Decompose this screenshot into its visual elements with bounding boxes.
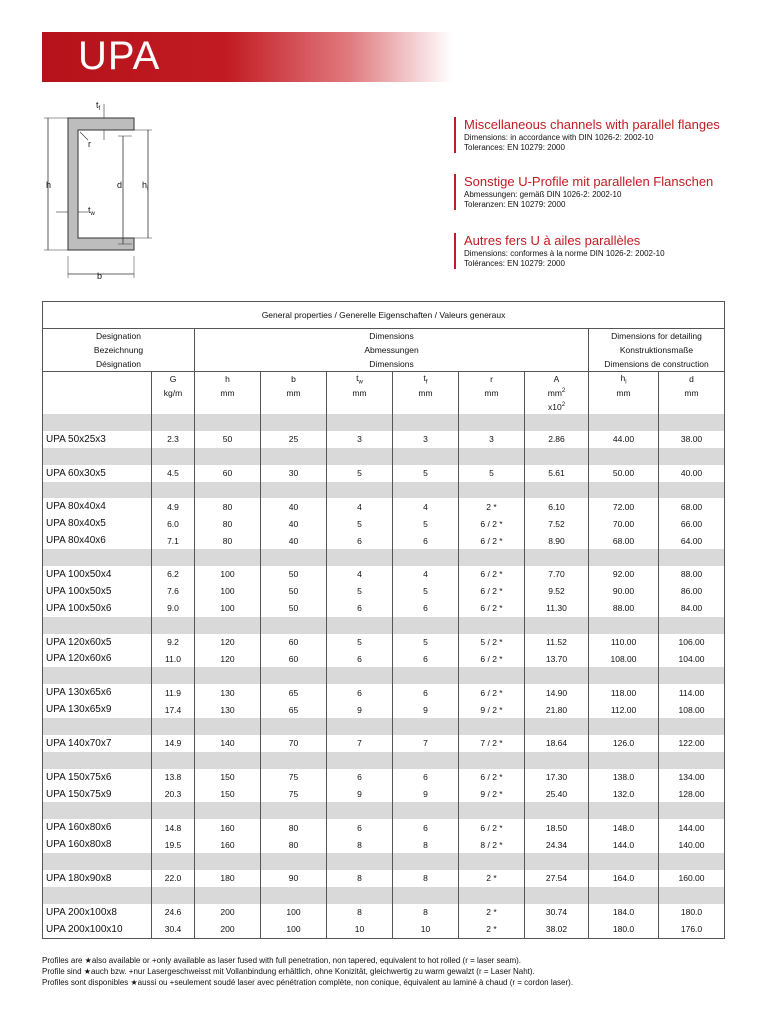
table-row	[43, 870, 725, 887]
cell-hi: 68.00	[589, 532, 659, 549]
table-row	[43, 819, 725, 836]
cell-A: 21.80	[525, 701, 589, 718]
description-heading: Sonstige U-Profile mit parallelen Flanschen	[464, 174, 714, 189]
cell-d: 66.00	[659, 515, 725, 532]
cell-b: 80	[261, 836, 327, 853]
cell-b: 90	[261, 870, 327, 887]
cell-b: 75	[261, 769, 327, 786]
cell-d: 40.00	[659, 465, 725, 482]
general-header-row	[43, 302, 725, 329]
spacer-row	[43, 718, 725, 735]
cell-G: 6.0	[152, 515, 195, 532]
cell-h: 180	[195, 870, 261, 887]
spacer-row	[43, 667, 725, 684]
description-tolerances: Tolérances: EN 10279: 2000	[464, 259, 565, 268]
cell-G: 4.9	[152, 498, 195, 515]
general-properties-heading: General properties / Generelle Eigenschaften / Valeurs generaux	[43, 302, 725, 329]
unit-G: kg/m	[152, 386, 195, 400]
cell-tw: 5	[327, 465, 393, 482]
cell-hi: 72.00	[589, 498, 659, 515]
col-d: d	[659, 372, 725, 387]
cell-h: 60	[195, 465, 261, 482]
cell-G: 14.8	[152, 819, 195, 836]
cell-des: UPA 60x30x5	[43, 465, 152, 482]
cell-A: 7.70	[525, 566, 589, 583]
designation-heading-de: Bezeichnung	[43, 343, 195, 357]
cell-hi: 44.00	[589, 431, 659, 448]
cell-tw: 9	[327, 786, 393, 803]
cell-A: 24.34	[525, 836, 589, 853]
cell-hi: 110.00	[589, 634, 659, 651]
cell-des: UPA 130x65x6	[43, 684, 152, 701]
table-row	[43, 650, 725, 667]
cell-des: UPA 100x50x6	[43, 600, 152, 617]
description-dimensions: Dimensions: in accordance with DIN 1026-2: 2002-10	[464, 133, 654, 142]
col-G: G	[152, 372, 195, 387]
spacer-row	[43, 482, 725, 499]
cell-h: 100	[195, 600, 261, 617]
cell-tf: 6	[393, 819, 459, 836]
cell-hi: 126.0	[589, 735, 659, 752]
unit-h: mm	[195, 386, 261, 400]
cell-tw: 6	[327, 684, 393, 701]
cell-A: 6.10	[525, 498, 589, 515]
cell-r: 9 / 2 *	[459, 786, 525, 803]
A-multiplier: $x10^2$	[525, 400, 589, 414]
cell-tw: 4	[327, 566, 393, 583]
cell-tw: 6	[327, 532, 393, 549]
cell-hi: 118.00	[589, 684, 659, 701]
table-row	[43, 583, 725, 600]
cell-G: 6.2	[152, 566, 195, 583]
cell-A: 5.61	[525, 465, 589, 482]
cell-G: 11.0	[152, 650, 195, 667]
cell-b: 25	[261, 431, 327, 448]
cell-h: 80	[195, 515, 261, 532]
cell-A: 9.52	[525, 583, 589, 600]
table-row	[43, 634, 725, 651]
cell-tw: 5	[327, 634, 393, 651]
spacer-row	[43, 887, 725, 904]
table-row	[43, 769, 725, 786]
cell-A: 7.52	[525, 515, 589, 532]
cell-A: 38.02	[525, 921, 589, 938]
cell-d: 104.00	[659, 650, 725, 667]
cell-tf: 6	[393, 532, 459, 549]
cell-G: 9.2	[152, 634, 195, 651]
cell-A: 13.70	[525, 650, 589, 667]
cell-b: 65	[261, 701, 327, 718]
cell-r: 7 / 2 *	[459, 735, 525, 752]
cell-r: 5 / 2 *	[459, 634, 525, 651]
cell-h: 120	[195, 650, 261, 667]
cell-h: 150	[195, 769, 261, 786]
cell-hi: 138.0	[589, 769, 659, 786]
cell-h: 100	[195, 583, 261, 600]
cell-d: 68.00	[659, 498, 725, 515]
cell-b: 60	[261, 634, 327, 651]
table-row	[43, 498, 725, 515]
cell-A: 14.90	[525, 684, 589, 701]
spacer-row	[43, 617, 725, 634]
cell-hi: 70.00	[589, 515, 659, 532]
cell-G: 2.3	[152, 431, 195, 448]
cell-r: 9 / 2 *	[459, 701, 525, 718]
cell-G: 7.6	[152, 583, 195, 600]
cell-h: 150	[195, 786, 261, 803]
detailing-heading-en: Dimensions for detailing	[589, 329, 725, 344]
cell-des: UPA 200x100x10	[43, 921, 152, 938]
col-h: h	[195, 372, 261, 387]
cell-b: 50	[261, 600, 327, 617]
cell-des: UPA 80x40x5	[43, 515, 152, 532]
cell-A: 27.54	[525, 870, 589, 887]
cell-G: 30.4	[152, 921, 195, 938]
table-row	[43, 515, 725, 532]
designation-heading-fr: Désignation	[43, 357, 195, 372]
cell-b: 65	[261, 684, 327, 701]
cell-r: 6 / 2 *	[459, 684, 525, 701]
cell-d: 108.00	[659, 701, 725, 718]
description-german	[454, 174, 764, 210]
cell-tf: 8	[393, 904, 459, 921]
cell-des: UPA 150x75x9	[43, 786, 152, 803]
cell-tf: 8	[393, 836, 459, 853]
table-row	[43, 786, 725, 803]
cell-hi: 92.00	[589, 566, 659, 583]
cell-d: 84.00	[659, 600, 725, 617]
properties-table	[42, 301, 725, 939]
tf-label: $t_f$	[96, 100, 101, 112]
cell-G: 20.3	[152, 786, 195, 803]
cell-tf: 8	[393, 870, 459, 887]
col-tw: $t_w$	[327, 372, 393, 387]
footnote-de: Profile sind ★auch bzw. +nur Lasergeschweisst mit Vollanbindung erhältlich, ohne Konizität, gleichwertig zu warm gewalzt (r = Laser Naht).	[42, 967, 535, 976]
cell-tw: 8	[327, 904, 393, 921]
cell-d: 180.0	[659, 904, 725, 921]
cell-tf: 3	[393, 431, 459, 448]
table-row	[43, 566, 725, 583]
cell-h: 80	[195, 532, 261, 549]
cell-tw: 6	[327, 819, 393, 836]
cell-des: UPA 160x80x8	[43, 836, 152, 853]
cell-hi: 132.0	[589, 786, 659, 803]
cell-r: 5	[459, 465, 525, 482]
cell-des: UPA 180x90x8	[43, 870, 152, 887]
spacer-row	[43, 752, 725, 769]
cell-des: UPA 160x80x6	[43, 819, 152, 836]
cell-tw: 3	[327, 431, 393, 448]
unit-d: mm	[659, 386, 725, 400]
description-dimensions: Abmessungen: gemäß DIN 1026-2: 2002-10	[464, 190, 622, 199]
designation-heading-en: Designation	[43, 329, 195, 344]
cell-d: 134.00	[659, 769, 725, 786]
cell-b: 40	[261, 515, 327, 532]
unit-tf: mm	[393, 386, 459, 400]
description-tolerances: Toleranzen: EN 10279: 2000	[464, 200, 566, 209]
description-dimensions: Dimensions: conformes à la norme DIN 1026-2: 2002-10	[464, 249, 665, 258]
cell-G: 4.5	[152, 465, 195, 482]
column-symbols-row	[43, 372, 725, 387]
dimensions-heading-en: Dimensions	[195, 329, 589, 344]
cell-des: UPA 120x60x5	[43, 634, 152, 651]
cell-A: 2.86	[525, 431, 589, 448]
spacer-row	[43, 448, 725, 465]
cell-b: 100	[261, 921, 327, 938]
cell-tw: 8	[327, 870, 393, 887]
r-label: r	[88, 139, 91, 149]
cell-d: 160.00	[659, 870, 725, 887]
detailing-heading-fr: Dimensions de construction	[589, 357, 725, 372]
cell-G: 11.9	[152, 684, 195, 701]
cell-des: UPA 100x50x5	[43, 583, 152, 600]
cell-tw: 5	[327, 515, 393, 532]
cell-h: 200	[195, 904, 261, 921]
cell-d: 144.00	[659, 819, 725, 836]
spacer-row	[43, 853, 725, 870]
title-banner	[42, 32, 452, 82]
cell-G: 24.6	[152, 904, 195, 921]
col-tf: $t_f$	[393, 372, 459, 387]
cell-d: 122.00	[659, 735, 725, 752]
cell-G: 22.0	[152, 870, 195, 887]
cell-des: UPA 80x40x4	[43, 498, 152, 515]
cell-d: 106.00	[659, 634, 725, 651]
cell-h: 130	[195, 701, 261, 718]
cell-b: 80	[261, 819, 327, 836]
cell-d: 86.00	[659, 583, 725, 600]
cell-tw: 9	[327, 701, 393, 718]
cell-G: 14.9	[152, 735, 195, 752]
cell-tw: 6	[327, 769, 393, 786]
cell-d: 140.00	[659, 836, 725, 853]
cell-tf: 10	[393, 921, 459, 938]
cell-b: 70	[261, 735, 327, 752]
unit-A: $mm^2$	[525, 386, 589, 400]
cell-G: 7.1	[152, 532, 195, 549]
cell-des: UPA 50x25x3	[43, 431, 152, 448]
cell-d: 114.00	[659, 684, 725, 701]
b-label: b	[97, 271, 103, 281]
cell-tw: 5	[327, 583, 393, 600]
cell-tw: 10	[327, 921, 393, 938]
col-A: A	[525, 372, 589, 387]
cell-tf: 6	[393, 684, 459, 701]
cell-hi: 184.0	[589, 904, 659, 921]
column-multiplier-row	[43, 400, 725, 414]
dimensions-heading-de: Abmessungen	[195, 343, 589, 357]
table-row	[43, 465, 725, 482]
cell-A: 18.50	[525, 819, 589, 836]
cell-h: 80	[195, 498, 261, 515]
cell-d: 64.00	[659, 532, 725, 549]
cell-r: 6 / 2 *	[459, 566, 525, 583]
cell-hi: 50.00	[589, 465, 659, 482]
cell-tf: 5	[393, 515, 459, 532]
cell-b: 100	[261, 904, 327, 921]
cell-r: 6 / 2 *	[459, 819, 525, 836]
cell-d: 88.00	[659, 566, 725, 583]
table-row	[43, 836, 725, 853]
cell-des: UPA 100x50x4	[43, 566, 152, 583]
cell-d: 128.00	[659, 786, 725, 803]
unit-r: mm	[459, 386, 525, 400]
cell-r: 2 *	[459, 921, 525, 938]
cell-h: 140	[195, 735, 261, 752]
cell-A: 30.74	[525, 904, 589, 921]
spacer-row	[43, 802, 725, 819]
cell-tf: 5	[393, 465, 459, 482]
cell-r: 2 *	[459, 498, 525, 515]
cell-h: 200	[195, 921, 261, 938]
cell-hi: 148.0	[589, 819, 659, 836]
cell-G: 9.0	[152, 600, 195, 617]
cell-des: UPA 200x100x8	[43, 904, 152, 921]
cell-b: 50	[261, 566, 327, 583]
cell-r: 8 / 2 *	[459, 836, 525, 853]
cell-h: 160	[195, 819, 261, 836]
description-heading: Autres fers U à ailes parallèles	[464, 233, 641, 248]
cell-b: 40	[261, 532, 327, 549]
unit-tw: mm	[327, 386, 393, 400]
d-label: d	[117, 180, 123, 190]
footnote-en: Profiles are ★also available or +only available as laser fused with full penetration, non tapered, equivalent to hot rolled (r = laser seam).	[42, 956, 521, 965]
cell-G: 17.4	[152, 701, 195, 718]
channel-section-drawing	[38, 96, 168, 286]
channel-section-diagram	[38, 96, 168, 286]
table-row	[43, 532, 725, 549]
cell-A: 11.30	[525, 600, 589, 617]
hi-label: $h_i$	[142, 180, 149, 192]
cell-tf: 5	[393, 634, 459, 651]
cell-h: 130	[195, 684, 261, 701]
col-b: b	[261, 372, 327, 387]
cell-tf: 9	[393, 701, 459, 718]
cell-d: 176.0	[659, 921, 725, 938]
description-french	[454, 233, 764, 269]
footnotes	[42, 955, 742, 988]
cell-des: UPA 80x40x6	[43, 532, 152, 549]
cell-tf: 4	[393, 566, 459, 583]
table-row	[43, 701, 725, 718]
cell-hi: 112.00	[589, 701, 659, 718]
table-row	[43, 600, 725, 617]
cell-G: 19.5	[152, 836, 195, 853]
cell-h: 50	[195, 431, 261, 448]
cell-tw: 7	[327, 735, 393, 752]
cell-r: 6 / 2 *	[459, 650, 525, 667]
footnote-fr: Profiles sont disponibles ★aussi ou +seulement soudé laser avec pénétration complète, non conique, équivalent au laminé à chaud (r = cordon laser).	[42, 978, 574, 987]
cell-tf: 7	[393, 735, 459, 752]
cell-d: 38.00	[659, 431, 725, 448]
cell-r: 6 / 2 *	[459, 515, 525, 532]
cell-G: 13.8	[152, 769, 195, 786]
cell-b: 75	[261, 786, 327, 803]
cell-des: UPA 120x60x6	[43, 650, 152, 667]
description-tolerances: Tolerances: EN 10279: 2000	[464, 143, 565, 152]
cell-tf: 6	[393, 769, 459, 786]
cell-hi: 108.00	[589, 650, 659, 667]
table-row	[43, 921, 725, 938]
cell-h: 120	[195, 634, 261, 651]
spacer-row	[43, 414, 725, 431]
cell-hi: 88.00	[589, 600, 659, 617]
cell-des: UPA 150x75x6	[43, 769, 152, 786]
table-row	[43, 684, 725, 701]
cell-r: 2 *	[459, 904, 525, 921]
cell-tw: 6	[327, 600, 393, 617]
detailing-heading-de: Konstruktionsmaße	[589, 343, 725, 357]
cell-A: 8.90	[525, 532, 589, 549]
cell-A: 17.30	[525, 769, 589, 786]
cell-b: 50	[261, 583, 327, 600]
cell-hi: 90.00	[589, 583, 659, 600]
cell-h: 160	[195, 836, 261, 853]
cell-r: 2 *	[459, 870, 525, 887]
tw-label: $t_w$	[88, 205, 95, 217]
cell-tf: 6	[393, 600, 459, 617]
cell-A: 25.40	[525, 786, 589, 803]
cell-tf: 5	[393, 583, 459, 600]
cell-tf: 6	[393, 650, 459, 667]
cell-b: 40	[261, 498, 327, 515]
cell-r: 3	[459, 431, 525, 448]
cell-tw: 8	[327, 836, 393, 853]
cell-r: 6 / 2 *	[459, 532, 525, 549]
cell-h: 100	[195, 566, 261, 583]
col-r: r	[459, 372, 525, 387]
cell-tw: 4	[327, 498, 393, 515]
cell-b: 30	[261, 465, 327, 482]
cell-hi: 144.0	[589, 836, 659, 853]
table-row	[43, 904, 725, 921]
h-label: h	[46, 180, 52, 190]
unit-hi: mm	[589, 386, 659, 400]
cell-des: UPA 140x70x7	[43, 735, 152, 752]
cell-tf: 4	[393, 498, 459, 515]
cell-r: 6 / 2 *	[459, 600, 525, 617]
description-heading: Miscellaneous channels with parallel flanges	[464, 117, 720, 132]
column-units-row	[43, 386, 725, 400]
cell-tf: 9	[393, 786, 459, 803]
cell-hi: 164.0	[589, 870, 659, 887]
spacer-row	[43, 549, 725, 566]
cell-A: 18.64	[525, 735, 589, 752]
cell-r: 6 / 2 *	[459, 769, 525, 786]
description-english	[454, 117, 764, 153]
page-title: UPA	[78, 34, 161, 78]
col-hi: $h_i$	[589, 372, 659, 387]
cell-A: 11.52	[525, 634, 589, 651]
cell-hi: 180.0	[589, 921, 659, 938]
table-row	[43, 735, 725, 752]
cell-b: 60	[261, 650, 327, 667]
table-row	[43, 431, 725, 448]
unit-b: mm	[261, 386, 327, 400]
cell-tw: 6	[327, 650, 393, 667]
cell-des: UPA 130x65x9	[43, 701, 152, 718]
cell-r: 6 / 2 *	[459, 583, 525, 600]
dimensions-heading-fr: Dimensions	[195, 357, 589, 372]
